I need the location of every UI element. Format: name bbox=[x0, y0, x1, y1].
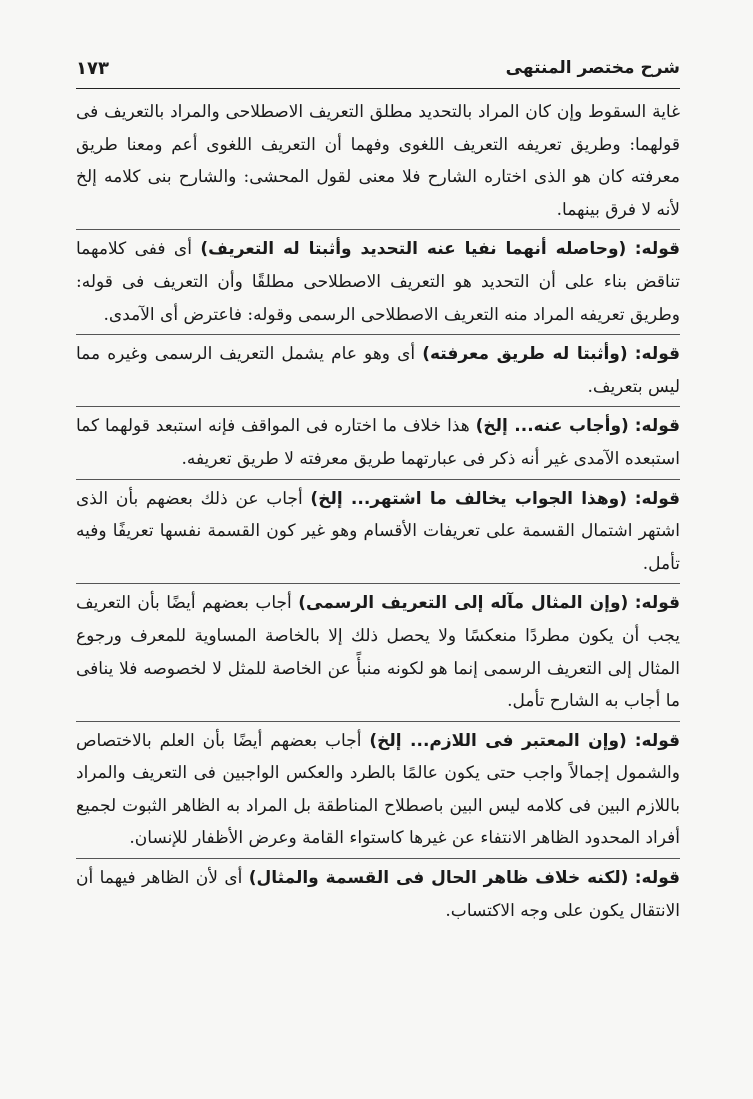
paragraph-lead: قوله: bbox=[634, 239, 680, 260]
separator bbox=[76, 229, 680, 230]
quoted-term: (وإن المعتبر فى اللازم... إلخ) bbox=[369, 730, 627, 751]
paragraph-text: أى لأن الظاهر فيهما أن الانتقال يكون على وجه الاكتساب. bbox=[76, 868, 680, 921]
paragraph-lead: قوله: bbox=[634, 416, 681, 437]
quoted-term: (وأثبتا له طريق معرفته) bbox=[422, 344, 628, 365]
paragraph-lead: قوله: bbox=[634, 593, 681, 614]
header-rule bbox=[76, 88, 680, 89]
separator bbox=[76, 479, 680, 480]
paragraph bbox=[76, 587, 680, 717]
quoted-term: (وحاصله أنهما نفيا عنه التحديد وأثبتا له التعريف) bbox=[200, 239, 627, 260]
separator bbox=[76, 334, 680, 335]
paragraph-text: أى وهو عام يشمل التعريف الرسمى وغيره مما ليس بتعريف. bbox=[76, 344, 680, 397]
page-number: ١٧٣ bbox=[76, 58, 109, 79]
paragraph bbox=[76, 725, 680, 855]
paragraph-text: غاية السقوط وإن كان المراد بالتحديد مطلق التعريف الاصطلاحى والمراد بالتعريف فى قولهما: وطريق تعريفه التعريف اللغوى وفهما أن التعريف اللغوى أعم ومعنا طريق معرفته كان هو الذى اختاره الشارح فلا معنى لقول المحشى: والشارح بنى كلامه إلخ لأنه لا فرق بينهما. bbox=[76, 102, 680, 220]
paragraph-text: أجاب بعضهم أيضًا بأن التعريف يجب أن يكون مطردًا منعكسًا ولا يحصل ذلك إلا بالخاصة المساوية للمعرف ورجوع المثال إلى التعريف الرسمى إنما هو لكونه منبأً عن الخاصة للمثل لا لخصوصه فلا ينافى ما أجاب به الشارح تأمل. bbox=[76, 593, 680, 712]
paragraph bbox=[76, 96, 680, 226]
paragraph-lead: قوله: bbox=[634, 344, 681, 365]
separator bbox=[76, 406, 680, 407]
paragraph-lead: قوله: bbox=[634, 730, 681, 751]
paragraph-text: أجاب عن ذلك بعضهم بأن الذى اشتهر اشتمال القسمة على تعريفات الأقسام وهو غير كون القسمة نفسها تعريفًا وفيه تأمل. bbox=[76, 488, 680, 574]
page-header bbox=[76, 56, 680, 86]
paragraph bbox=[76, 233, 680, 331]
quoted-term: (وإن المثال مآله إلى التعريف الرسمى) bbox=[298, 593, 629, 614]
paragraph-text: أى ففى كلامهما تناقض بناء على أن التحديد هو التعريف الاصطلاحى مطلقًا وأن التعريف فى قوله: وطريق تعريفه المراد منه التعريف الاصطلاحى الرسمى وقوله: فاعترض أى الآمدى. bbox=[76, 239, 680, 325]
paragraph bbox=[76, 862, 680, 927]
quoted-term: (وأجاب عنه... إلخ) bbox=[475, 416, 629, 437]
separator bbox=[76, 721, 680, 722]
paragraph bbox=[76, 338, 680, 403]
separator bbox=[76, 583, 680, 584]
separator bbox=[76, 858, 680, 859]
paragraph-text: هذا خلاف ما اختاره فى المواقف فإنه استبعد قولهما كما استبعده الآمدى غير أنه ذكر فى عبارتهما طريق معرفته لا طريق تعريفه. bbox=[76, 416, 680, 469]
running-title: شرح مختصر المنتهى bbox=[505, 58, 680, 78]
text-body bbox=[76, 96, 680, 1056]
quoted-term: (لكنه خلاف ظاهر الحال فى القسمة والمثال) bbox=[248, 868, 629, 889]
paragraph-text: أجاب بعضهم أيضًا بأن العلم بالاختصاص والشمول إجمالاً واجب حتى يكون عالمًا بالطرد والعكس الواجبين فى التعريف والمراد باللازم البين فى كلامه ليس البين باصطلاح المناطقة بل المراد به الظاهر الثبوت لجميع أفراد المحدود الظاهر الانتفاء عن غيرها كاستواء القامة وعرض الأظفار للإنسان. bbox=[76, 730, 680, 849]
paragraph-lead: قوله: bbox=[634, 488, 681, 509]
quoted-term: (وهذا الجواب يخالف ما اشتهر... إلخ) bbox=[310, 488, 627, 509]
paragraph-lead: قوله: bbox=[634, 868, 681, 889]
paragraph bbox=[76, 483, 680, 581]
paragraph bbox=[76, 410, 680, 475]
